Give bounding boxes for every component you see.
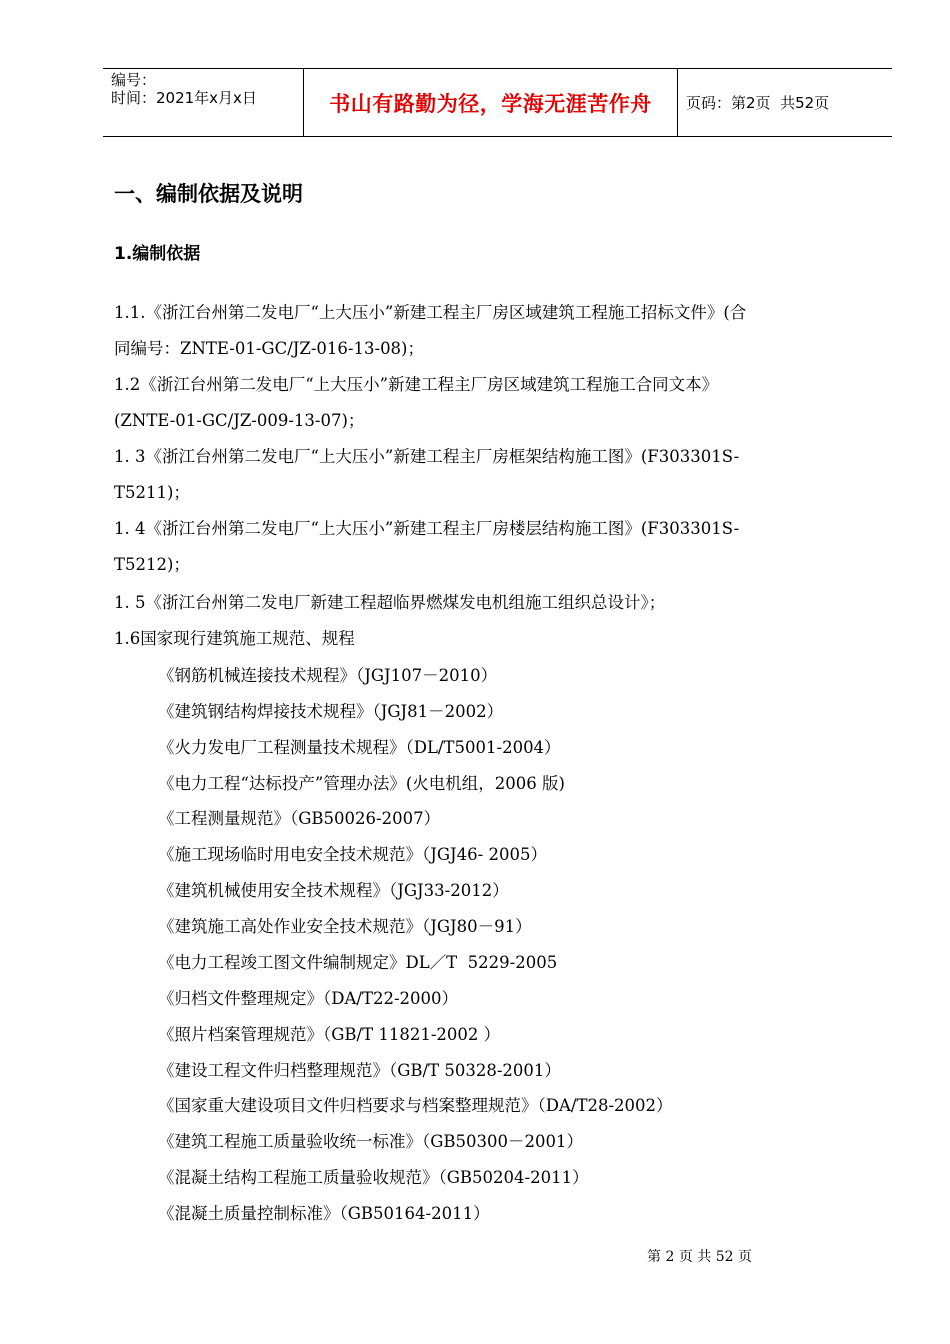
standard-item: 《建筑工程施工质量验收统一标准》（GB50300－2001） <box>158 1132 584 1151</box>
footer-page-number: 第 2 页 共 52 页 <box>647 1249 752 1265</box>
standard-item: 《混凝土质量控制标准》（GB50164-2011） <box>158 1204 490 1223</box>
standard-item: 《建筑钢结构焊接技术规程》（JGJ81－2002） <box>158 702 504 721</box>
paragraph-line: 同编号：ZNTE-01-GC/JZ-016-13-08)； <box>114 339 424 358</box>
standard-item: 《施工现场临时用电安全技术规范》（JGJ46- 2005） <box>158 845 547 864</box>
standard-item: 《钢筋机械连接技术规程》（JGJ107－2010） <box>158 666 498 685</box>
subsection-heading: 1.编制依据 <box>114 244 201 264</box>
standard-item: 《国家重大建设项目文件归档要求与档案整理规范》（DA/T28-2002） <box>158 1096 673 1115</box>
header-time: 时间：2021年x月x日 <box>111 89 257 107</box>
standard-item: 《电力工程“达标投产”管理办法》(火电机组，2006 版) <box>158 774 565 793</box>
standard-item: 《照片档案管理规范》（GB/T 11821-2002 ） <box>158 1025 501 1044</box>
standard-item: 《电力工程竣工图文件编制规定》DL／T 5229-2005 <box>158 953 558 972</box>
standard-item: 《工程测量规范》（GB50026-2007） <box>158 809 441 828</box>
standard-item: 《建设工程文件归档整理规范》（GB/T 50328-2001） <box>158 1061 561 1080</box>
standard-item: 《建筑施工高处作业安全技术规范》（JGJ80－91） <box>158 917 532 936</box>
section-heading: 一、编制依据及说明 <box>114 182 303 206</box>
paragraph-line: 1. 5《浙江台州第二发电厂新建工程超临界燃煤发电机组施工组织总设计》； <box>114 593 666 612</box>
header-motto: 书山有路勤为径，学海无涯苦作舟 <box>304 69 678 136</box>
paragraph-line: T5211)； <box>114 483 190 502</box>
standard-item: 《归档文件整理规定》（DA/T22-2000） <box>158 989 459 1008</box>
standard-item: 《建筑机械使用安全技术规程》（JGJ33-2012） <box>158 881 509 900</box>
standard-item: 《火力发电厂工程测量技术规程》（DL/T5001-2004） <box>158 738 561 757</box>
paragraph-line: 1. 4《浙江台州第二发电厂“上大压小”新建工程主厂房楼层结构施工图》(F303301S- <box>114 519 740 538</box>
paragraph-line: (ZNTE-01-GC/JZ-009-13-07)； <box>114 411 365 430</box>
paragraph-line: 1.2《浙江台州第二发电厂“上大压小”新建工程主厂房区域建筑工程施工合同文本》 <box>114 375 719 394</box>
page-header <box>103 68 892 137</box>
header-page: 页码：第2页 共52页 <box>686 94 830 112</box>
header-meta <box>103 69 304 136</box>
paragraph-line: T5212)； <box>114 555 190 574</box>
paragraph-line: 1. 3《浙江台州第二发电厂“上大压小”新建工程主厂房框架结构施工图》(F303301S- <box>114 447 740 466</box>
paragraph-line: 1.1.《浙江台州第二发电厂“上大压小”新建工程主厂房区域建筑工程施工招标文件》(合 <box>114 303 747 322</box>
header-number: 编号： <box>111 71 157 89</box>
standard-item: 《混凝土结构工程施工质量验收规范》（GB50204-2011） <box>158 1168 589 1187</box>
paragraph-line: 1.6国家现行建筑施工规范、规程 <box>114 629 355 648</box>
